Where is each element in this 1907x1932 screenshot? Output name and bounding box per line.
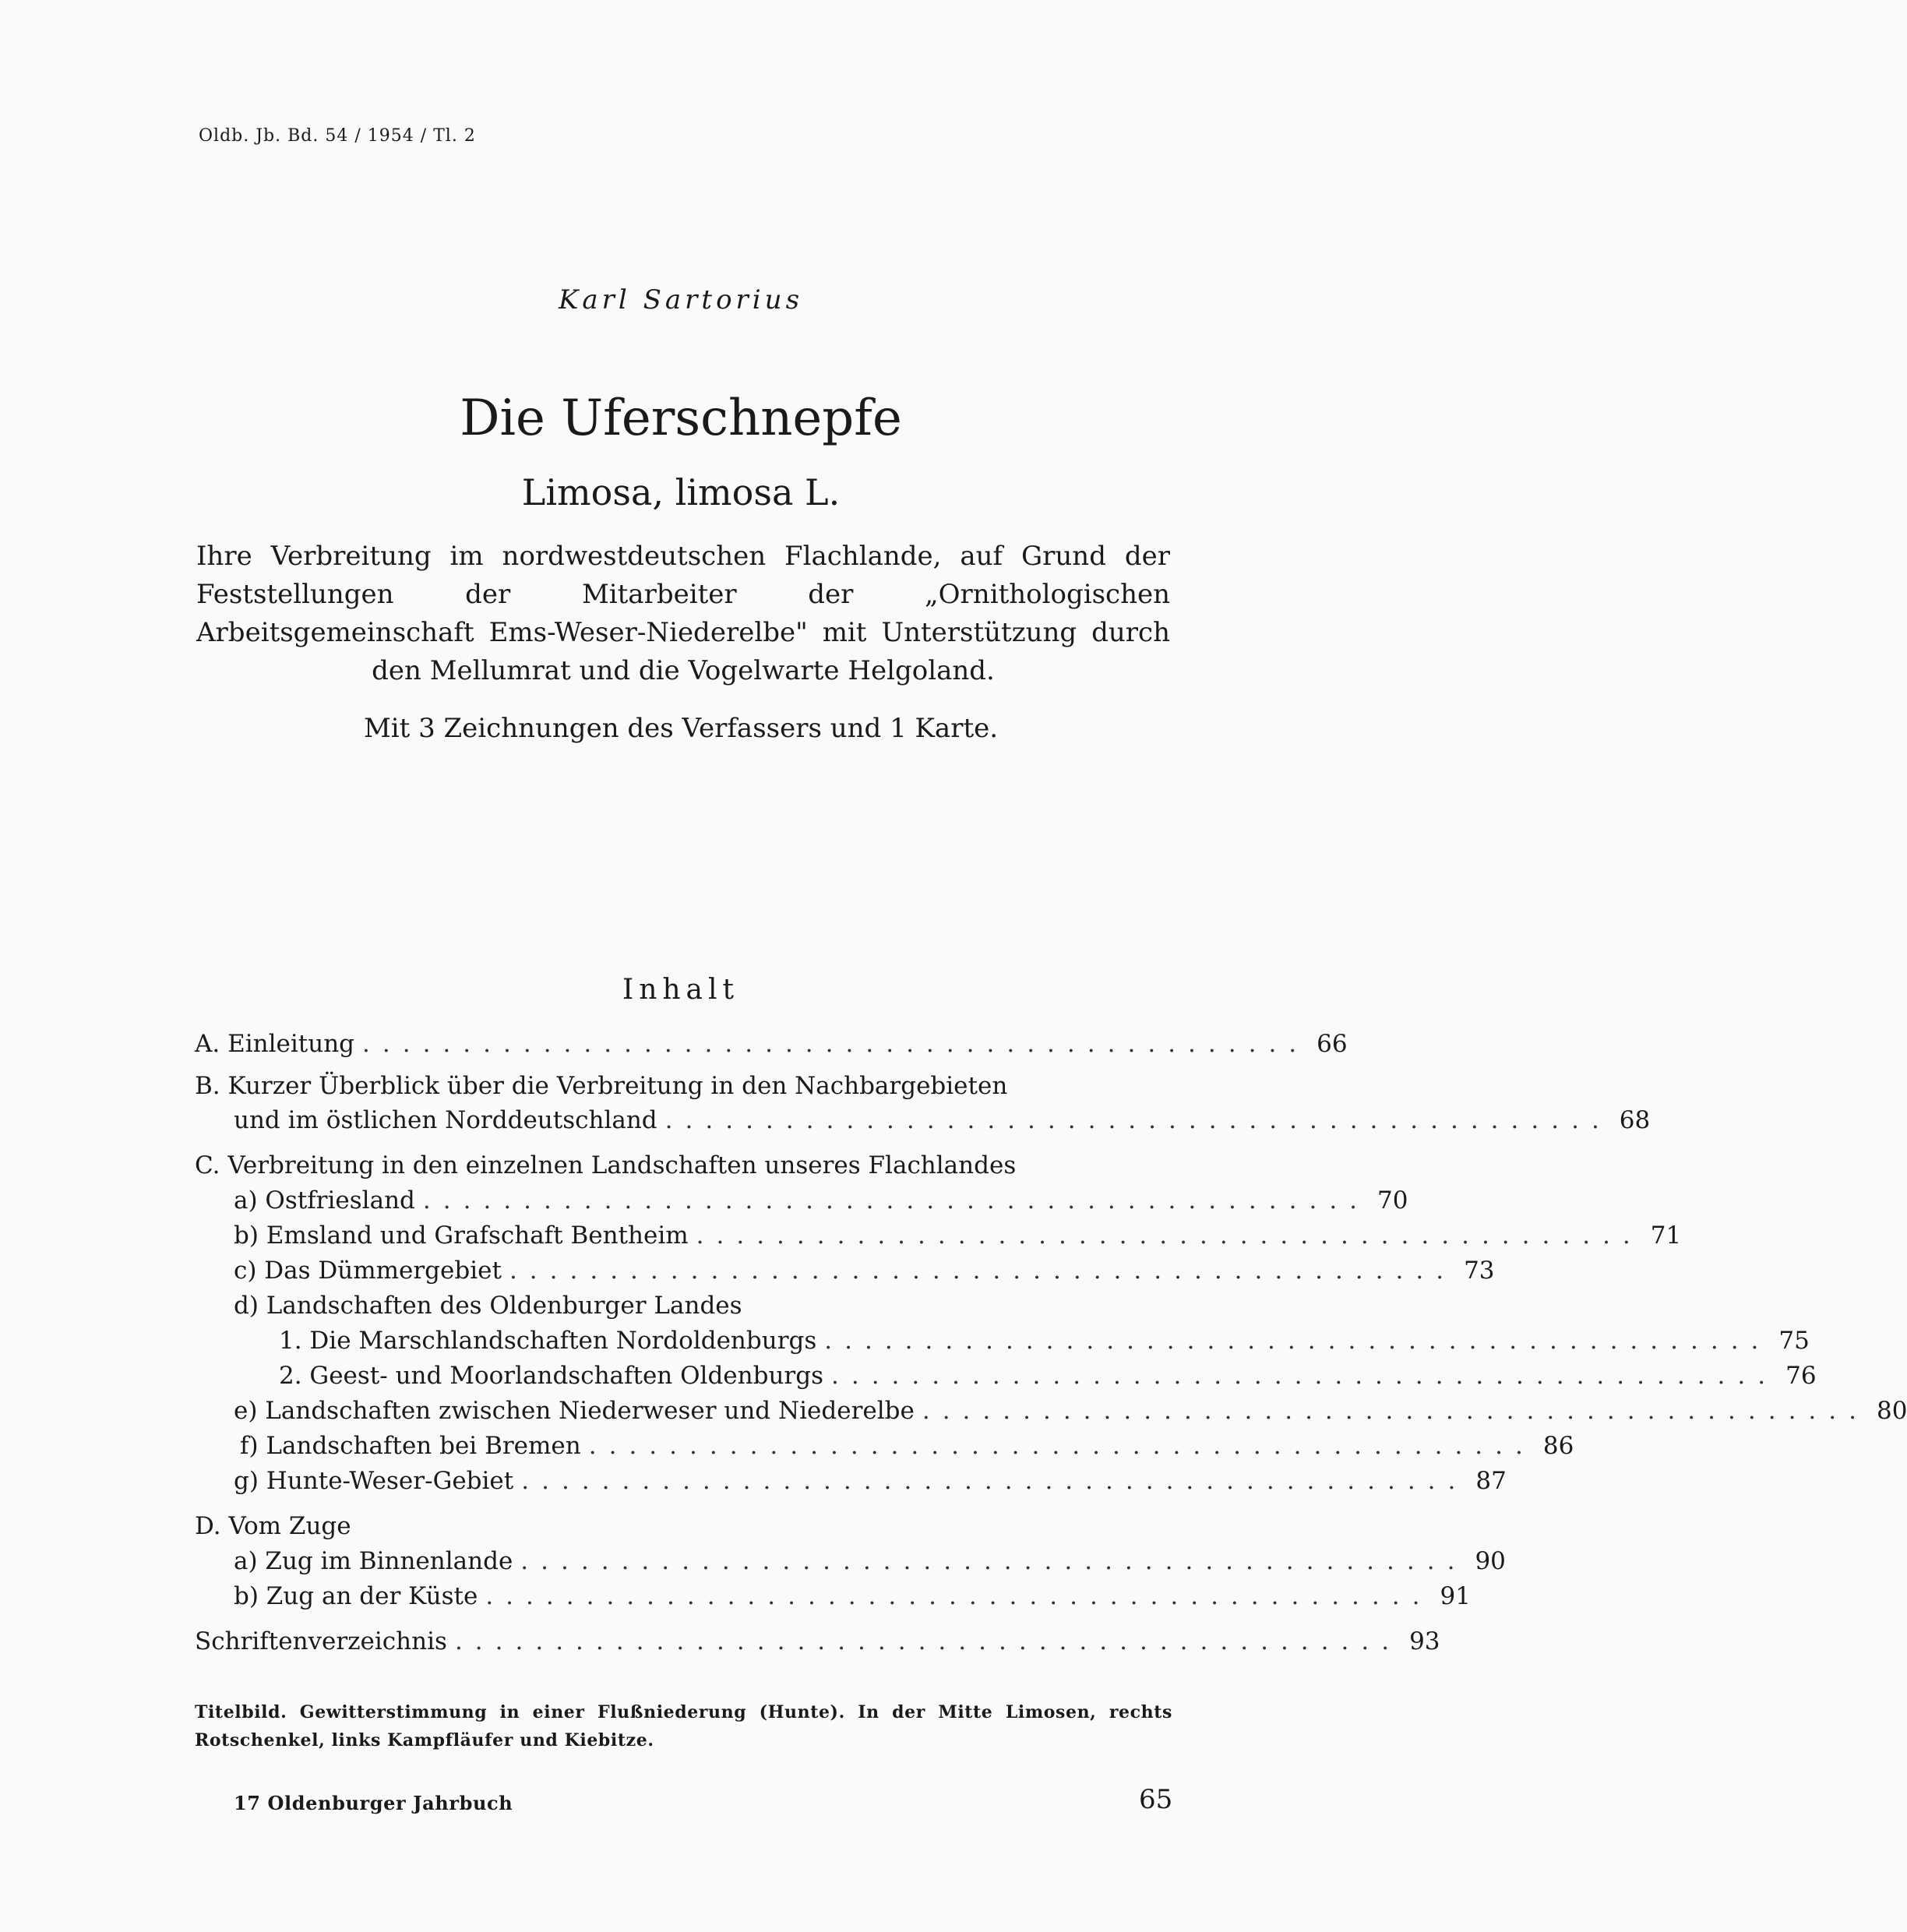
toc-page-number: 68 — [1619, 1106, 1651, 1134]
page-title: Die Uferschnepfe — [460, 390, 902, 447]
toc-page-number: 86 — [1542, 1432, 1574, 1460]
toc-page-number: 71 — [1650, 1222, 1682, 1250]
toc-entry-a — [195, 1022, 1348, 1058]
toc-entry-c-d-1 — [195, 1320, 1810, 1355]
toc-entry-c-a — [195, 1179, 1408, 1215]
toc-label: f) Landschaften bei Bremen — [240, 1432, 581, 1460]
toc-entry-c-c — [195, 1250, 1495, 1285]
toc-page-number: 73 — [1464, 1257, 1495, 1285]
toc-label: B. Kurzer Überblick über die Verbreitung in den Nachbargebieten — [195, 1072, 1008, 1100]
running-header: Oldb. Jb. Bd. 54 / 1954 / Tl. 2 — [199, 126, 476, 146]
toc-entry-references — [195, 1616, 1440, 1655]
leader-dots: ............................................... — [830, 1362, 1778, 1390]
toc-page-number: 76 — [1785, 1362, 1817, 1390]
toc-label-continuation: und im östlichen Norddeutschland — [234, 1106, 657, 1134]
leader-dots: ............................................... — [362, 1030, 1310, 1058]
author-name: Karl Sartorius — [558, 284, 804, 316]
toc-label: C. Verbreitung in den einzelnen Landschaften unseres Flachlandes — [195, 1151, 1017, 1179]
toc-label: 2. Geest- und Moorlandschaften Oldenburgs — [279, 1362, 823, 1390]
toc-page-number: 91 — [1440, 1582, 1471, 1610]
toc-label: c) Das Dümmergebiet — [234, 1257, 502, 1285]
toc-page-number: 75 — [1778, 1327, 1810, 1355]
leader-dots: ............................................... — [485, 1582, 1433, 1610]
toc-entry-c-d — [195, 1285, 1172, 1320]
leader-dots: ............................................... — [422, 1186, 1370, 1215]
drawings-note: Mit 3 Zeichnungen des Verfassers und 1 Karte. — [363, 713, 999, 744]
toc-page-number: 70 — [1377, 1186, 1408, 1215]
toc-label: g) Hunte-Weser-Gebiet — [234, 1467, 514, 1495]
leader-dots: ............................................... — [588, 1432, 1535, 1460]
toc-entry-c-f — [195, 1425, 1574, 1460]
toc-label: d) Landschaften des Oldenburger Landes — [234, 1292, 742, 1320]
toc-entry-c-g — [195, 1460, 1507, 1495]
toc-entry-c-d-2 — [195, 1355, 1817, 1390]
toc-label: Schriftenverzeichnis — [195, 1627, 447, 1655]
leader-dots: ............................................... — [824, 1327, 1771, 1355]
footer-signature: 17 Oldenburger Jahrbuch — [234, 1792, 513, 1814]
table-of-contents — [195, 1022, 1907, 1655]
leader-dots: ............................................... — [922, 1397, 1869, 1425]
frontispiece-caption: Titelbild. Gewitterstimmung in einer Flußniederung (Hunte). In der Mitte Limosen, rechts Rotschenkel, links Kampfläufer und Kiebitze. — [195, 1702, 1172, 1750]
toc-page-number: 93 — [1409, 1627, 1440, 1655]
leader-dots: ............................................... — [520, 1547, 1468, 1575]
toc-label: a) Zug im Binnenlande — [234, 1547, 513, 1575]
toc-label: b) Emsland und Grafschaft Bentheim — [234, 1222, 689, 1250]
toc-label: a) Ostfriesland — [234, 1186, 415, 1215]
toc-label: 1. Die Marschlandschaften Nordoldenburgs — [279, 1327, 817, 1355]
toc-entry-b — [195, 1072, 1651, 1134]
page-number: 65 — [1139, 1784, 1173, 1815]
toc-entry-d-a — [195, 1540, 1506, 1575]
toc-entry-c — [195, 1148, 1907, 1495]
leader-dots: ............................................... — [664, 1106, 1612, 1134]
toc-label: A. Einleitung — [195, 1030, 355, 1058]
toc-page-number: 80 — [1876, 1397, 1907, 1425]
description-paragraph: Ihre Verbreitung im nordwestdeutschen Flachlande, auf Grund der Feststellungen der Mitarbeiter der „Ornithologischen Arbeitsgemeinschaft Ems-Weser-Niederelbe" mit Unterstützung durch den Mellumrat und die Vogelwarte Helgoland. — [196, 541, 1170, 686]
toc-entry-c-b — [195, 1215, 1682, 1250]
leader-dots: ............................................... — [509, 1257, 1457, 1285]
toc-page-number: 66 — [1317, 1030, 1348, 1058]
page-subtitle: Limosa, limosa L. — [521, 471, 841, 513]
toc-entry-c-e — [195, 1390, 1907, 1425]
toc-entry-d-b — [195, 1575, 1471, 1610]
toc-label: e) Landschaften zwischen Niederweser und Niederelbe — [234, 1397, 915, 1425]
toc-page-number: 87 — [1475, 1467, 1507, 1495]
toc-heading: Inhalt — [622, 974, 740, 1006]
toc-entry-d — [195, 1506, 1506, 1610]
leader-dots: ............................................... — [696, 1222, 1643, 1250]
toc-label: b) Zug an der Küste — [234, 1582, 478, 1610]
leader-dots: ............................................... — [454, 1627, 1402, 1655]
leader-dots: ............................................... — [521, 1467, 1468, 1495]
toc-label: D. Vom Zuge — [195, 1512, 351, 1540]
toc-page-number: 90 — [1475, 1547, 1506, 1575]
